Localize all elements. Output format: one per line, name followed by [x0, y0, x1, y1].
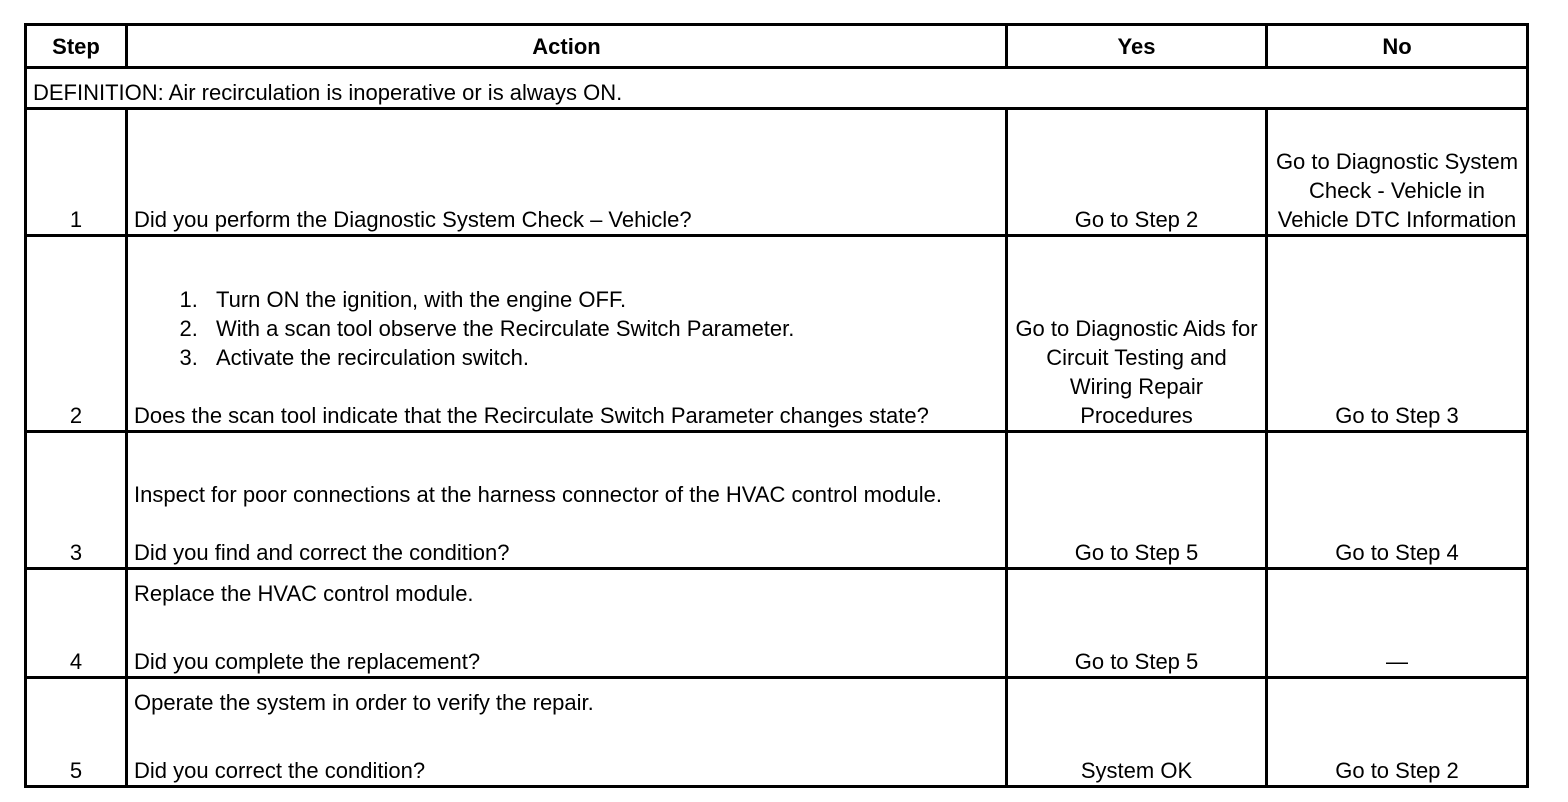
step-number: 2	[26, 236, 127, 432]
no-cell: Go to Step 4	[1267, 432, 1528, 569]
action-cell	[127, 236, 1007, 432]
no-cell: —	[1267, 569, 1528, 678]
action-text: Replace the HVAC control module.	[134, 581, 474, 606]
question-text: Did you complete the replacement?	[134, 649, 481, 674]
substep-item: 2. With a scan tool observe the Recirculate Switch Parameter.	[204, 314, 999, 343]
substep-item: 3. Activate the recirculation switch.	[204, 343, 999, 372]
question-text: Did you find and correct the condition?	[134, 540, 510, 565]
question-text: Does the scan tool indicate that the Recirculate Switch Parameter changes state?	[134, 403, 929, 428]
header-row	[26, 25, 1528, 68]
no-cell: Go to Step 3	[1267, 236, 1528, 432]
table-row	[26, 236, 1528, 432]
question-text: Did you correct the condition?	[134, 758, 426, 783]
action-cell	[127, 569, 1007, 678]
yes-cell: Go to Diagnostic Aids for Circuit Testing and Wiring Repair Procedures	[1007, 236, 1267, 432]
definition-row	[26, 68, 1528, 109]
header-no: No	[1267, 25, 1528, 68]
action-text: Did you perform the Diagnostic System Check – Vehicle?	[134, 207, 692, 232]
step-number: 1	[26, 109, 127, 236]
header-step: Step	[26, 25, 127, 68]
yes-cell: Go to Step 5	[1007, 569, 1267, 678]
action-cell	[127, 109, 1007, 236]
step-number: 3	[26, 432, 127, 569]
definition-text: DEFINITION: Air recirculation is inoperative or is always ON.	[26, 68, 1528, 109]
step-number: 5	[26, 678, 127, 787]
yes-cell: System OK	[1007, 678, 1267, 787]
yes-cell: Go to Step 2	[1007, 109, 1267, 236]
header-action: Action	[127, 25, 1007, 68]
yes-cell: Go to Step 5	[1007, 432, 1267, 569]
action-cell	[127, 432, 1007, 569]
table-row	[26, 569, 1528, 678]
no-cell: Go to Diagnostic System Check - Vehicle in Vehicle DTC Information	[1267, 109, 1528, 236]
step-number: 4	[26, 569, 127, 678]
substep-list	[134, 285, 999, 372]
header-yes: Yes	[1007, 25, 1267, 68]
diagnostic-table	[24, 23, 1529, 788]
action-cell	[127, 678, 1007, 787]
table-row	[26, 109, 1528, 236]
action-text: Operate the system in order to verify the repair.	[134, 690, 594, 715]
action-text: Inspect for poor connections at the harness connector of the HVAC control module.	[134, 482, 942, 507]
table-row	[26, 678, 1528, 787]
substep-item: 1. Turn ON the ignition, with the engine OFF.	[204, 285, 999, 314]
no-cell: Go to Step 2	[1267, 678, 1528, 787]
table-row	[26, 432, 1528, 569]
